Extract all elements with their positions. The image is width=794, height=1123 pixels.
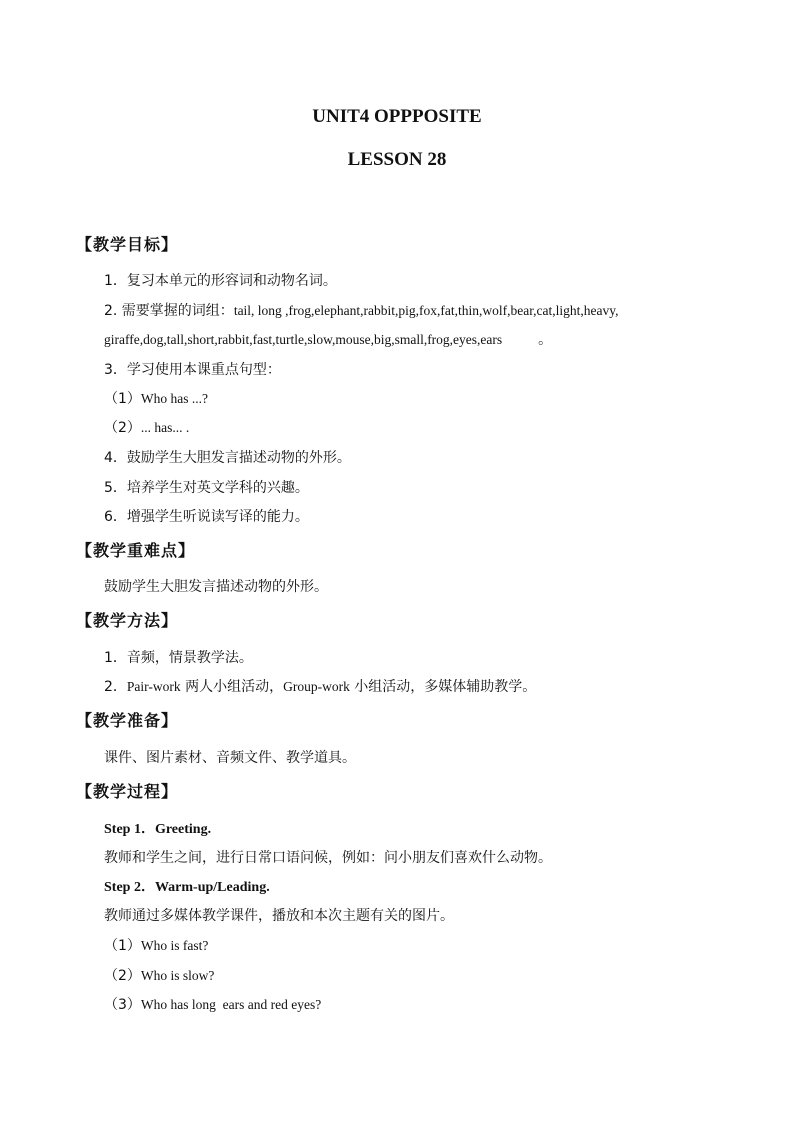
- step-2-label: Step 2．Warm-up/Leading.: [104, 880, 270, 895]
- objective-item-3: 3．学习使用本课重点句型：: [104, 362, 281, 378]
- method-item-2-groupwork-desc: 小组活动，多媒体辅助教学。: [349, 679, 537, 695]
- key-points-heading: 【教学重难点】: [76, 541, 196, 560]
- question-1-text: Who is fast?: [140, 938, 209, 953]
- step-1-label: Step 1．Greeting.: [104, 822, 212, 837]
- pattern-2-text: ... has... .: [140, 420, 190, 435]
- sentence-pattern-2: [104, 419, 189, 437]
- method-item-2-number: 2．: [104, 679, 127, 695]
- pattern-1-text: Who has ...?: [140, 391, 209, 406]
- method-item-1: 1．音频，情景教学法。: [104, 650, 253, 666]
- question-2-text: Who is slow?: [140, 968, 215, 983]
- objective-item-6: 6．增强学生听说读写译的能力。: [104, 509, 309, 525]
- method-item-2-pairwork-desc: 两人小组活动，: [180, 679, 284, 695]
- objective-item-2-end: 。: [538, 332, 553, 348]
- objective-item-2-words-1: tail, long ,frog,elephant,rabbit,pig,fox,fat,thin,wolf,bear,cat,light,heavy,: [233, 303, 619, 318]
- process-heading: 【教学过程】: [76, 782, 179, 801]
- step-1-text: 教师和学生之间，进行日常口语问候，例如：问小朋友们喜欢什么动物。: [104, 850, 552, 866]
- pattern-2-number: （2）: [104, 420, 141, 436]
- unit-title: UNIT4 OPPPOSITE: [312, 106, 482, 127]
- objectives-heading: 【教学目标】: [76, 235, 179, 254]
- methods-heading: 【教学方法】: [76, 611, 179, 630]
- question-1-number: （1）: [104, 938, 141, 954]
- question-3-text: Who has long ears and red eyes?: [140, 997, 322, 1012]
- preparation-text: 课件、图片素材、音频文件、教学道具。: [104, 750, 356, 766]
- sentence-pattern-1: [104, 390, 208, 408]
- method-item-2-pairwork: Pair-work: [126, 679, 181, 694]
- question-2: [104, 967, 214, 985]
- question-3: [104, 996, 321, 1014]
- preparation-heading: 【教学准备】: [76, 711, 179, 730]
- lesson-title: LESSON 28: [347, 149, 447, 170]
- method-item-2: [104, 678, 536, 696]
- objective-item-2-words-2: giraffe,dog,tall,short,rabbit,fast,turtle,slow,mouse,big,small,frog,eyes,ears: [104, 332, 503, 347]
- objective-item-1: 1．复习本单元的形容词和动物名词。: [104, 273, 337, 289]
- key-points-text: 鼓励学生大胆发言描述动物的外形。: [104, 579, 328, 595]
- objective-item-4: 4．鼓励学生大胆发言描述动物的外形。: [104, 450, 351, 466]
- step-2-text: 教师通过多媒体教学课件，播放和本次主题有关的图片。: [104, 908, 454, 924]
- question-3-number: （3）: [104, 997, 141, 1013]
- pattern-1-number: （1）: [104, 391, 141, 407]
- question-1: [104, 937, 208, 955]
- objective-item-2-continued: [104, 331, 552, 349]
- method-item-2-groupwork: Group-work: [283, 679, 350, 694]
- question-2-number: （2）: [104, 968, 141, 984]
- objective-item-5: 5．培养学生对英文学科的兴趣。: [104, 480, 309, 496]
- objective-item-2: [104, 302, 619, 320]
- objective-item-2-prefix: 2. 需要掌握的词组：: [104, 303, 234, 319]
